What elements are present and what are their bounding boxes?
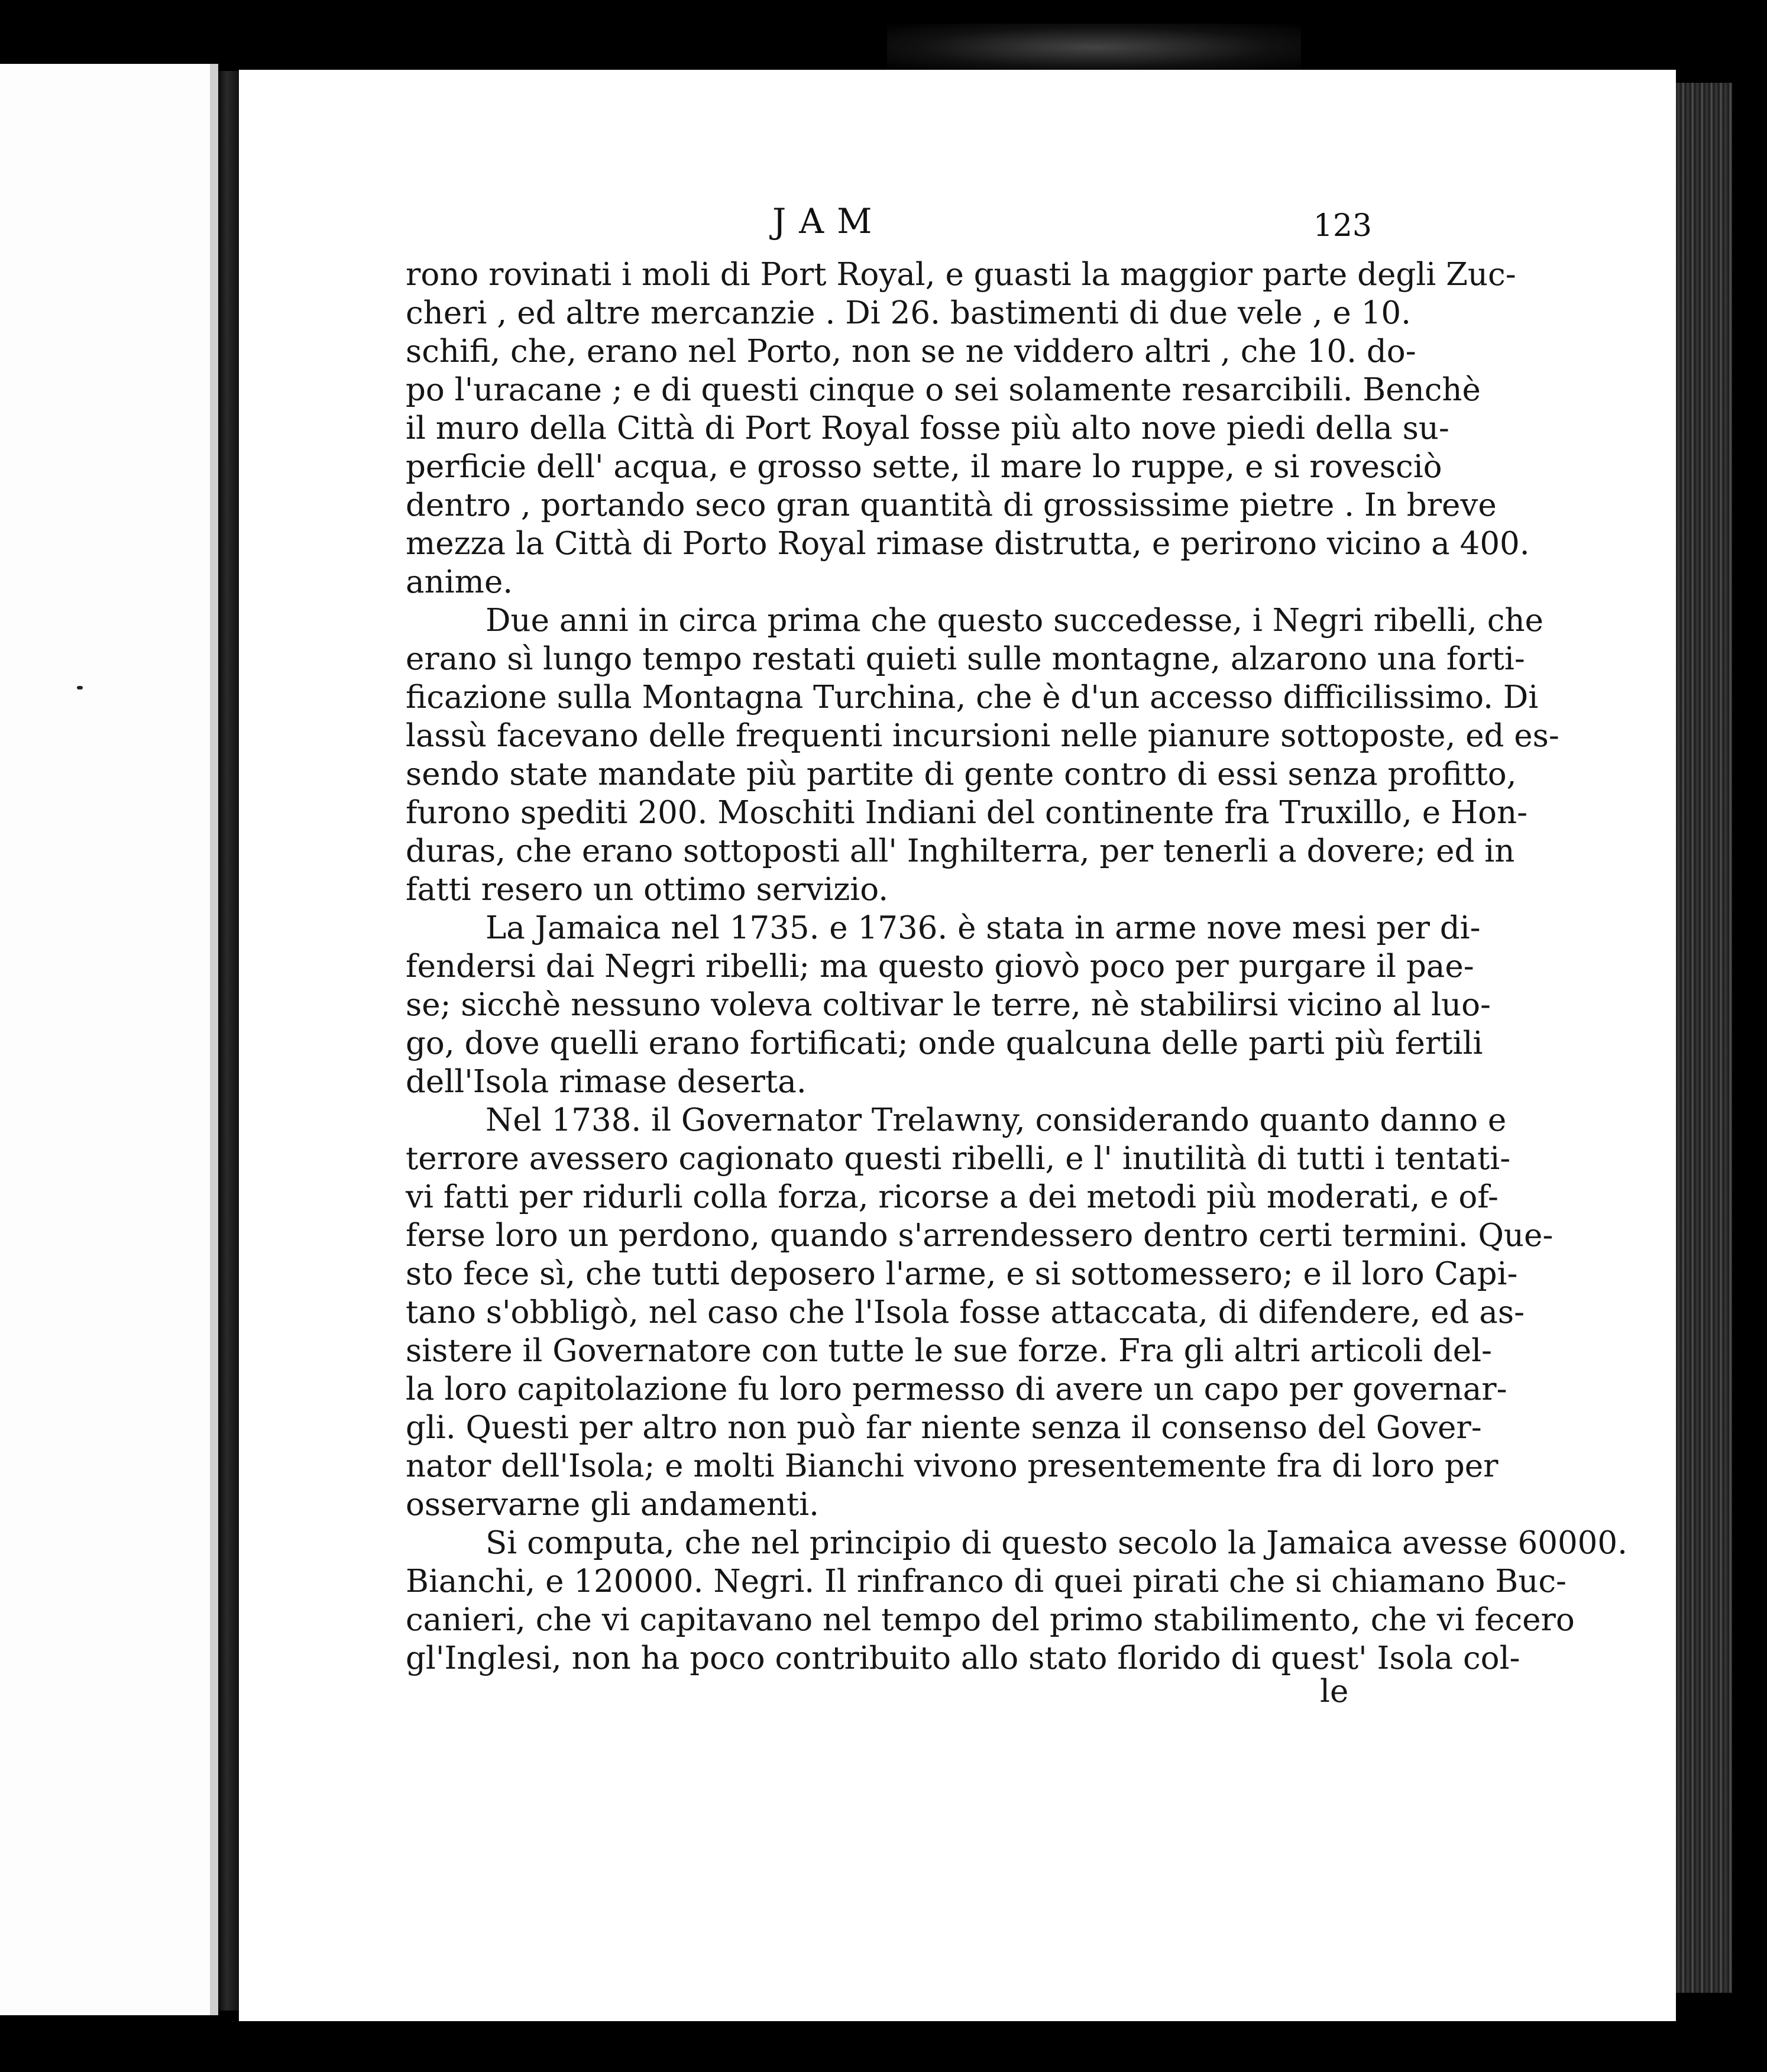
text-line: furono spediti 200. Moschiti Indiani del continente fra Truxillo, e Hon- [406, 795, 1528, 831]
text-line: sendo state mandate più partite di gente contro di essi senza profitto, [406, 756, 1517, 792]
text-line: perficie dell' acqua, e grosso sette, il mare lo ruppe, e si rovesciò [406, 449, 1442, 485]
page-header [591, 201, 1372, 248]
scan-speck [77, 686, 83, 689]
text-line: il muro della Città di Port Royal fosse più alto nove piedi della su- [406, 410, 1449, 446]
text-line: canieri, che vi capitavano nel tempo del primo stabilimento, che vi fecero [406, 1602, 1575, 1638]
facing-page-edge [210, 64, 218, 2015]
text-line: osservarne gli andamenti. [406, 1487, 820, 1523]
text-line: terrore avessero cagionato questi ribelli, e l' inutilità di tutti i tentati- [406, 1141, 1511, 1177]
text-line: rono rovinati i moli di Port Royal, e guasti la maggior parte degli Zuc- [406, 257, 1516, 293]
text-line: la loro capitolazione fu loro permesso di avere un capo per governar- [406, 1371, 1507, 1407]
text-line: se; sicchè nessuno voleva coltivar le terre, nè stabilirsi vicino al luo- [406, 987, 1491, 1023]
text-line: ficazione sulla Montagna Turchina, che è d'un accesso difficilissimo. Di [406, 679, 1539, 716]
page-number: 123 [1313, 208, 1372, 244]
paragraph [406, 255, 1530, 601]
text-line: cheri , ed altre mercanzie . Di 26. bastimenti di due vele , e 10. [406, 295, 1411, 331]
text-line: lassù facevano delle frequenti incursioni nelle pianure sottoposte, ed es- [406, 718, 1559, 754]
text-line: ferse loro un perdono, quando s'arrendessero dentro certi termini. Que- [406, 1218, 1554, 1254]
text-line: erano sì lungo tempo restati quieti sulle montagne, alzarono una forti- [406, 641, 1525, 677]
paragraph [406, 601, 1559, 909]
text-line: nator dell'Isola; e molti Bianchi vivono presentemente fra di loro per [406, 1448, 1499, 1484]
text-line: go, dove quelli erano fortificati; onde qualcuna delle parti più fertili [406, 1025, 1483, 1061]
body-text [406, 255, 1627, 1678]
text-line: vi fatti per ridurli colla forza, ricorse a dei metodi più moderati, e of- [406, 1179, 1499, 1215]
running-head: JAM [772, 201, 885, 241]
text-line: anime. [406, 564, 513, 600]
text-line: fatti resero un ottimo servizio. [406, 872, 889, 908]
text-line: La Jamaica nel 1735. e 1736. è stata in arme nove mesi per di- [486, 910, 1481, 946]
text-line: duras, che erano sottoposti all' Inghilterra, per tenerli a dovere; ed in [406, 833, 1515, 869]
catchword: le [1320, 1673, 1349, 1710]
paragraph [406, 909, 1491, 1101]
scan-shadow [887, 24, 1301, 71]
text-line: mezza la Città di Porto Royal rimase distrutta, e perirono vicino a 400. [406, 526, 1530, 562]
paragraph [406, 1101, 1554, 1524]
text-line: dentro , portando seco gran quantità di grossissime pietre . In breve [406, 487, 1497, 523]
text-line: sistere il Governatore con tutte le sue forze. Fra gli altri articoli del- [406, 1333, 1492, 1369]
text-line: Nel 1738. il Governator Trelawny, considerando quanto danno e [486, 1102, 1507, 1138]
text-line: fendersi dai Negri ribelli; ma questo giovò poco per purgare il pae- [406, 948, 1474, 985]
text-line: schifi, che, erano nel Porto, non se ne viddero altri , che 10. do- [406, 334, 1416, 370]
facing-page [0, 64, 210, 2015]
text-line: Bianchi, e 120000. Negri. Il rinfranco di quei pirati che si chiamano Buc- [406, 1563, 1567, 1600]
text-line: dell'Isola rimase deserta. [406, 1064, 807, 1100]
text-line: gli. Questi per altro non può far niente senza il consenso del Gover- [406, 1410, 1482, 1446]
text-line: gl'Inglesi, non ha poco contribuito allo stato florido di quest' Isola col- [406, 1640, 1520, 1676]
text-line: Si computa, che nel principio di questo secolo la Jamaica avesse 60000. [486, 1525, 1627, 1561]
page-stack-edge [1676, 83, 1732, 1993]
text-line: po l'uracane ; e di questi cinque o sei solamente resarcibili. Benchè [406, 372, 1481, 408]
book-gutter [218, 71, 239, 2011]
text-line: tano s'obbligò, nel caso che l'Isola fosse attaccata, di difendere, ed as- [406, 1294, 1525, 1330]
paragraph [406, 1524, 1627, 1678]
text-line: sto fece sì, che tutti deposero l'arme, e si sottomessero; e il loro Capi- [406, 1256, 1518, 1292]
text-line: Due anni in circa prima che questo succedesse, i Negri ribelli, che [486, 603, 1543, 639]
